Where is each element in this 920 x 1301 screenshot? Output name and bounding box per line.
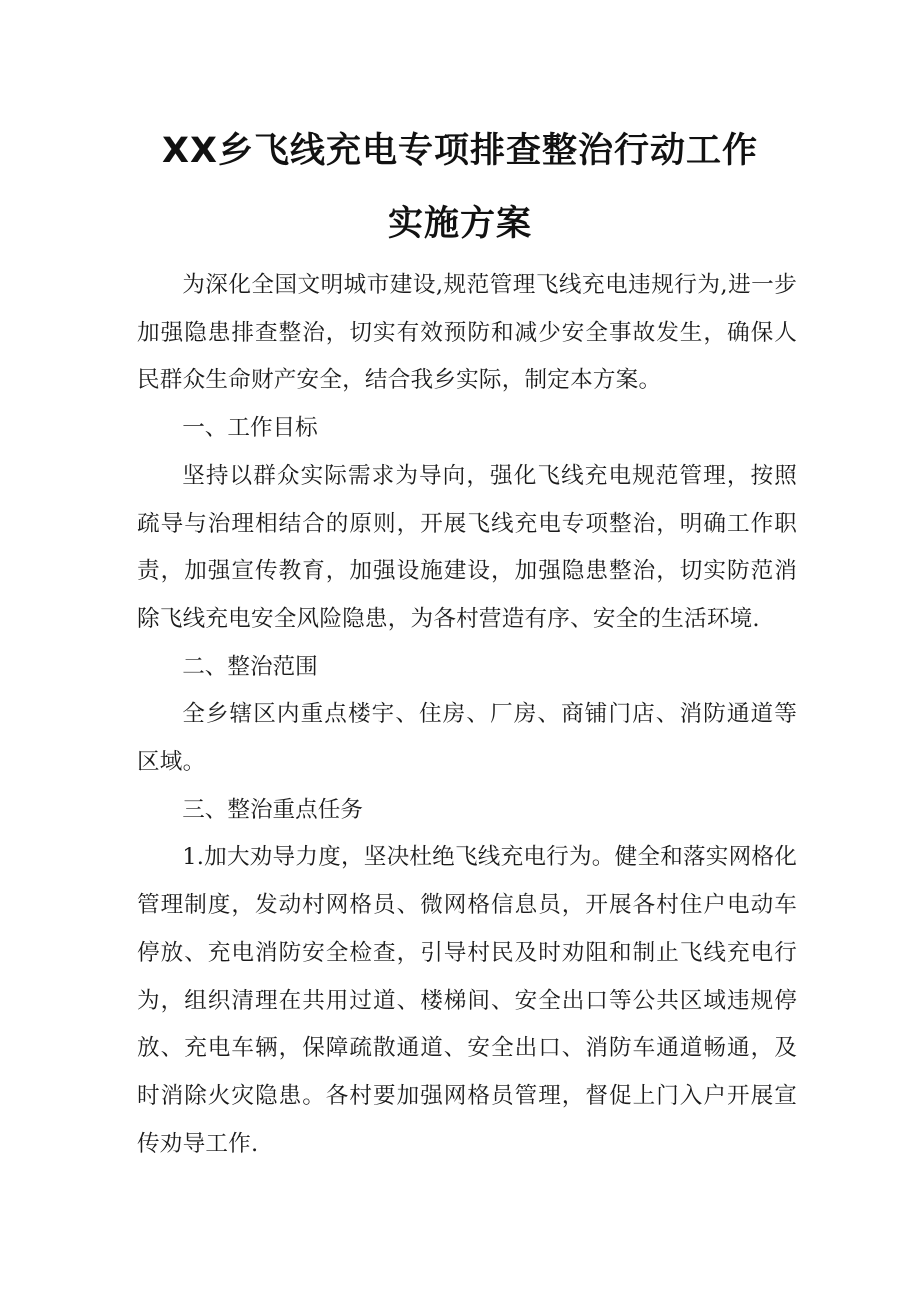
intro-paragraph: 为深化全国文明城市建设,规范管理飞线充电违规行为,进一步加强隐患排查整治，切实有效预防和减少安全事故发生，确保人民群众生命财产安全，结合我乡实际，制定本方案。: [137, 272, 797, 394]
section-paragraph-tasks: 1.加大劝导力度，坚决杜绝飞线充电行为。健全和落实网格化管理制度，发动村网格员、微网格信息员，开展各村住户电动车停放、充电消防安全检查，引导村民及时劝阻和制止飞线充电行为，组织清理在共用过道、楼梯间、安全出口等公共区域违规停放、充电车辆，保障疏散通道、安全出口、消防车通道畅通，及时消除火灾隐患。各村要加强网格员管理，督促上门入户开展宣传劝导工作.: [137, 844, 797, 1157]
section-heading-tasks: 三、整治重点任务: [182, 796, 363, 823]
section-paragraph-goals: 坚持以群众实际需求为导向，强化飞线充电规范管理，按照疏导与治理相结合的原则，开展飞线充电专项整治，明确工作职责，加强宣传教育，加强设施建设，加强隐患整治，切实防范消除飞线充电安全风险隐患，为各村营造有序、安全的生活环境.: [137, 462, 797, 632]
document-body: [137, 262, 797, 1168]
document-title-line-2: 实施方案: [387, 204, 532, 244]
document-title-line-1: XX乡飞线充电专项排查整治行动工作: [162, 131, 758, 171]
section-heading-goals: 一、工作目标: [182, 415, 318, 442]
section-paragraph-scope: 全乡辖区内重点楼宇、住房、厂房、商铺门店、消防通道等区域。: [137, 701, 797, 776]
section-heading-scope: 二、整治范围: [182, 653, 318, 680]
